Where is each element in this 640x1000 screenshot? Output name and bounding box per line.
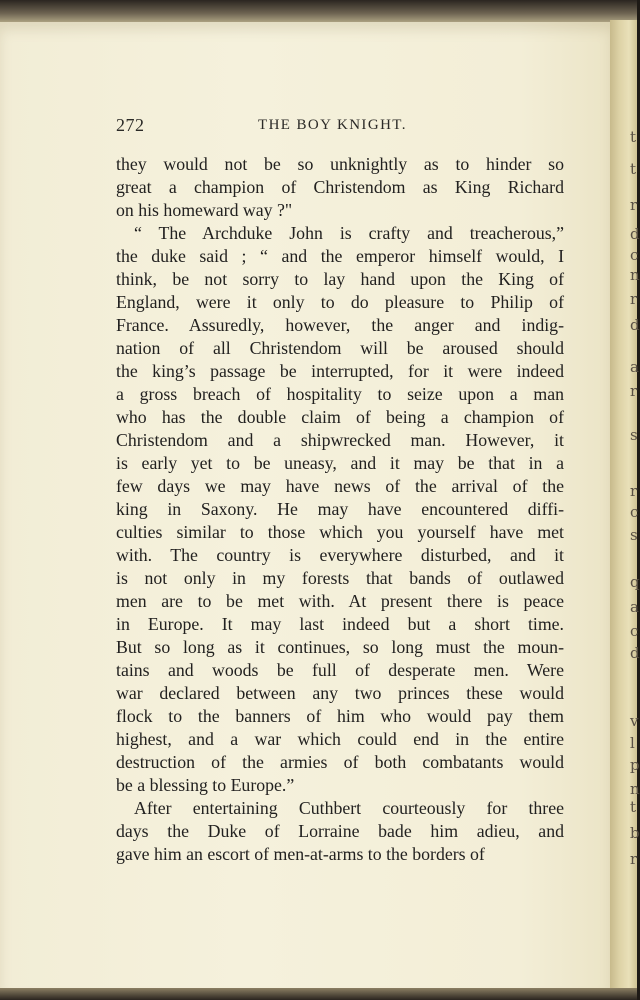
paragraph [116,222,564,797]
bleed-through-glyph: c [630,246,639,264]
bleed-through-glyph: s [630,526,638,544]
text-line: war declared between any two princes these would [116,683,564,703]
bleed-through-glyph: c [630,622,639,640]
bleed-through-glyph: t [630,128,637,146]
bleed-through-glyph: r [630,196,638,214]
bleed-through-glyph: t [630,798,637,816]
bleed-through-glyph: s [630,426,638,444]
bottom-edge [0,988,637,1000]
text-line: with. The country is everywhere disturbed, and it [116,545,564,565]
bleed-through-glyph: d [630,225,640,243]
text-line: destruction of the armies of both combatants would [116,752,564,772]
bleed-through-glyph: p [630,756,640,774]
text-line: the king’s passage be interrupted, for it were indeed [116,361,564,381]
text-line: great a champion of Christendom as King Richard [116,177,564,197]
bleed-through-glyph: r [630,482,638,500]
bleed-through-glyph: n [630,266,640,284]
bleed-through-glyph: a [630,358,639,376]
text-line: days the Duke of Lorraine bade him adieu, and [116,821,564,841]
body-text [116,153,564,866]
text-line: England, were it only to do pleasure to Philip of [116,292,564,312]
text-line: who has the double claim of being a champion of [116,407,564,427]
text-line: tains and woods be full of desperate men. Were [116,660,564,680]
text-line: culties similar to those which you yourself have met [116,522,564,542]
text-line: Christendom and a shipwrecked man. However, it [116,430,564,450]
text-line: they would not be so unknightly as to hinder so [116,154,564,174]
running-head [116,115,566,137]
text-line: gave him an escort of men-at-arms to the borders of [116,844,485,864]
bleed-through-glyph: r [630,290,638,308]
text-line: “ The Archduke John is crafty and treacherous,” [134,223,564,243]
text-line: After entertaining Cuthbert courteously for three [134,798,564,818]
text-line: be a blessing to Europe.” [116,775,295,795]
text-line: But so long as it continues, so long must the moun- [116,637,564,657]
book-title: THE BOY KNIGHT. [258,117,407,133]
text-line: highest, and a war which could end in the entire [116,729,564,749]
bleed-through-glyph: d [630,316,640,334]
text-line: few days we may have news of the arrival of the [116,476,564,496]
paragraph [116,153,564,222]
text-line: men are to be met with. At present there is peace [116,591,564,611]
text-line: on his homeward way ?" [116,200,293,220]
text-line: think, be not sorry to lay hand upon the King of [116,269,564,289]
bleed-through-glyph: d [630,644,640,662]
bleed-through-glyph: n [630,780,640,798]
bleed-through-glyph: r [630,850,638,868]
text-line: nation of all Christendom will be aroused should [116,338,564,358]
bleed-through-glyph: r [630,382,638,400]
text-line: is early yet to be uneasy, and it may be that in a [116,453,564,473]
bleed-through-glyph: a [630,598,639,616]
text-line: the duke said ; “ and the emperor himself would, I [116,246,564,266]
bleed-through-glyph: l [630,734,635,752]
paragraph [116,797,564,866]
bleed-through-glyph: c [630,503,639,521]
bleed-through-glyph: v [630,712,639,730]
bleed-through-glyph: t [630,160,637,178]
text-line: a gross breach of hospitality to seize upon a man [116,384,564,404]
text-line: flock to the banners of him who would pay them [116,706,564,726]
bleed-through-glyph: b [630,824,640,842]
text-line: in Europe. It may last indeed but a short time. [116,614,564,634]
text-line: is not only in my forests that bands of outlawed [116,568,564,588]
text-line: France. Assuredly, however, the anger and indig- [116,315,564,335]
top-binding-edge [0,0,637,24]
bleed-through-glyph: q [630,573,640,591]
text-line: king in Saxony. He may have encountered diffi- [116,499,564,519]
adjacent-page-edge [610,20,640,995]
page-number: 272 [116,115,145,135]
